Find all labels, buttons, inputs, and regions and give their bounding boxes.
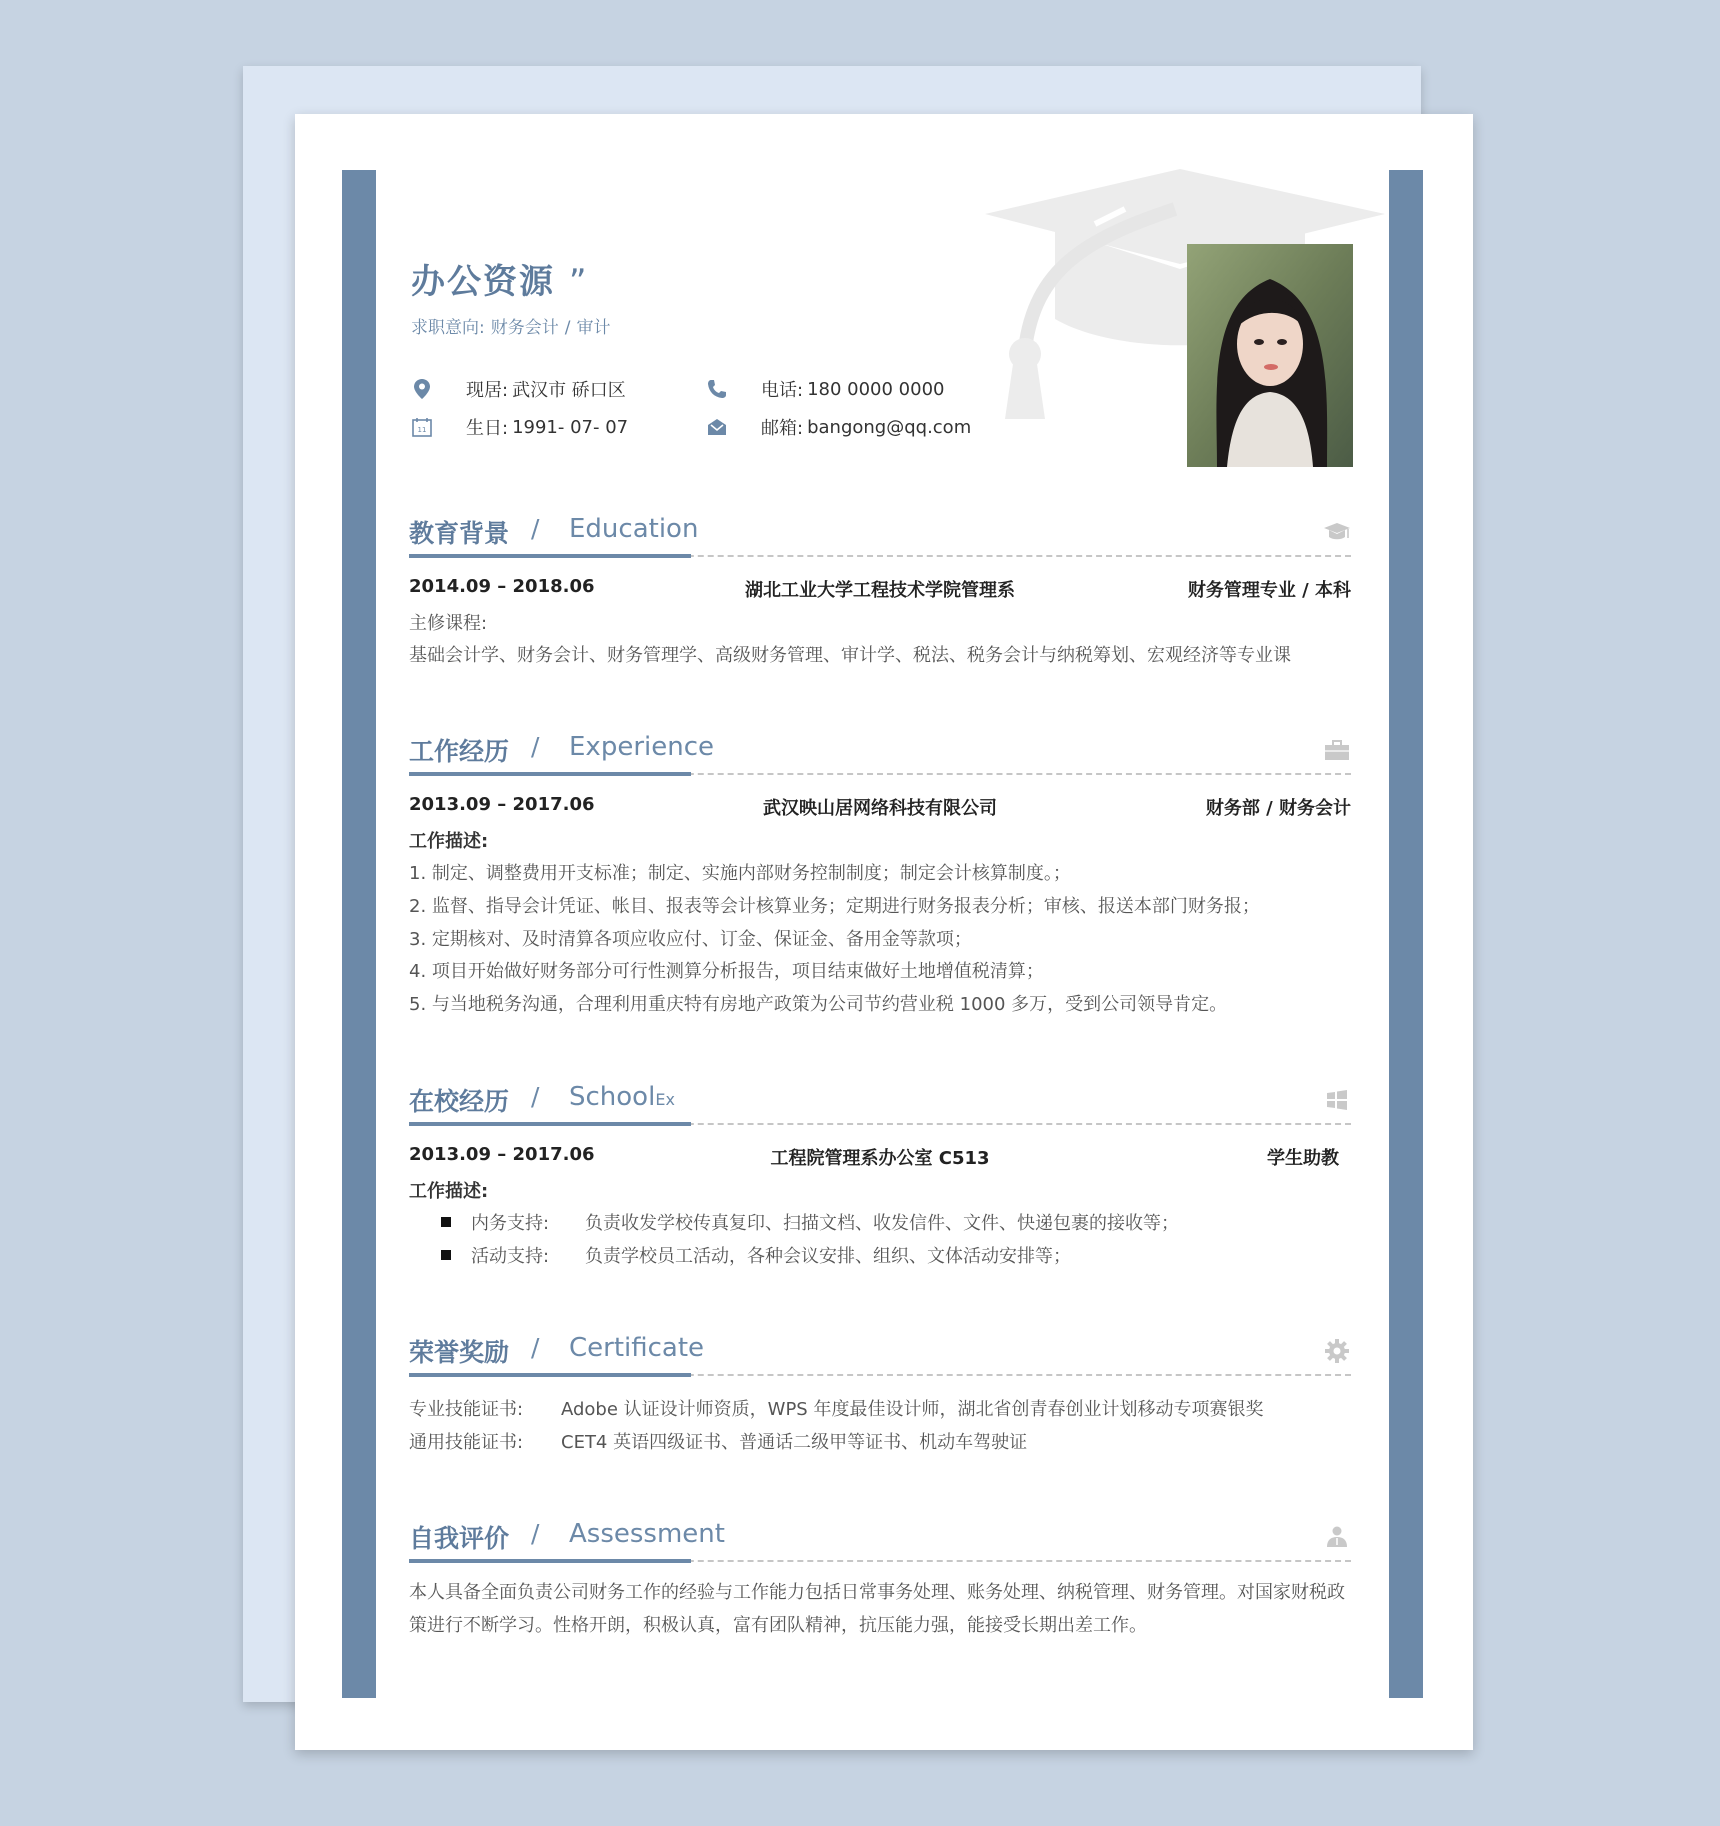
- gear-icon: [1323, 1339, 1351, 1363]
- phone-label: 电话:: [761, 380, 804, 401]
- candidate-name: [411, 254, 588, 303]
- birthday-label: 生日:: [466, 418, 509, 439]
- section-title-en: Experience: [569, 732, 714, 762]
- school-item-label: 内务支持:: [471, 1213, 550, 1234]
- section-education-header: [409, 514, 1351, 554]
- section-title-separator: /: [531, 514, 540, 543]
- school-item: [441, 1242, 1071, 1268]
- school-desc-label: 工作描述:: [409, 1181, 489, 1202]
- certificate-label: 专业技能证书:: [409, 1399, 524, 1420]
- school-item-text: 负责收发学校传真复印、扫描文档、收发信件、文件、快递包裹的接收等；: [585, 1213, 1179, 1234]
- certificate-label: 通用技能证书:: [409, 1432, 524, 1453]
- email-value: bangong@qq.com: [807, 416, 972, 438]
- intent-role-2: 审计: [576, 318, 611, 338]
- section-title-separator: /: [531, 1519, 540, 1548]
- section-title-cn: 自我评价: [409, 1524, 510, 1553]
- experience-company: 武汉映山居网络科技有限公司: [763, 798, 997, 819]
- residence-value: 武汉市 硚口区: [512, 380, 626, 401]
- certificate-text: CET4 英语四级证书、普通话二级甲等证书、机动车驾驶证: [561, 1432, 1028, 1453]
- section-title-en-suffix: Ex: [655, 1090, 675, 1109]
- experience-desc-label: 工作描述:: [409, 831, 489, 852]
- graduation-cap-icon: [1323, 520, 1351, 544]
- left-accent-bar: [342, 170, 376, 1698]
- calendar-icon: [412, 417, 432, 437]
- name-quote-mark: ”: [568, 262, 589, 302]
- section-title-en: Education: [569, 514, 699, 544]
- contact-email: [707, 414, 971, 440]
- section-underline: [409, 554, 691, 558]
- mail-icon: [707, 417, 727, 437]
- resume-page: [295, 114, 1473, 1750]
- section-underline: [409, 1122, 691, 1126]
- section-title-cn: 工作经历: [409, 737, 510, 766]
- section-underline: [409, 1373, 691, 1377]
- certificate-text: Adobe 认证设计师资质，WPS 年度最佳设计师，湖北省创青春创业计划移动专项赛银奖: [561, 1399, 1264, 1420]
- contact-phone: [707, 376, 945, 402]
- person-icon: [1323, 1525, 1351, 1549]
- section-title-en-main: School: [569, 1082, 656, 1112]
- briefcase-icon: [1323, 738, 1351, 762]
- section-title-cn: 荣誉奖励: [409, 1338, 510, 1367]
- section-experience-header: [409, 732, 1351, 772]
- email-label: 邮箱:: [761, 418, 804, 439]
- contact-birthday: [412, 414, 628, 440]
- intent-label: 求职意向:: [411, 318, 485, 338]
- experience-date: 2013.09 – 2017.06: [409, 794, 595, 815]
- certificate-item: [409, 1428, 1027, 1454]
- location-pin-icon: [412, 379, 432, 399]
- school-date: 2013.09 – 2017.06: [409, 1144, 595, 1165]
- experience-item: 4. 项目开始做好财务部分可行性测算分析报告，项目结束做好土地增值税清算；: [409, 961, 1044, 982]
- section-assessment-header: [409, 1519, 1351, 1559]
- bullet-square: [441, 1250, 451, 1260]
- section-underline: [409, 772, 691, 776]
- education-major: 财务管理专业 / 本科: [1187, 580, 1351, 601]
- windows-grid-icon: [1323, 1088, 1351, 1112]
- section-title-en: Certificate: [569, 1333, 705, 1363]
- section-school-header: [409, 1082, 1351, 1122]
- section-title-en: [569, 1082, 675, 1112]
- section-title-separator: /: [531, 1333, 540, 1362]
- svg-text:11: 11: [417, 426, 427, 434]
- profile-photo: [1187, 244, 1353, 467]
- section-certificate-header: [409, 1333, 1351, 1373]
- job-intent: [411, 313, 616, 338]
- school-item-text: 负责学校员工活动，各种会议安排、组织、文体活动安排等；: [585, 1246, 1071, 1267]
- school-item: [441, 1209, 1179, 1235]
- assessment-text: 本人具备全面负责公司财务工作的经验与工作能力包括日常事务处理、账务处理、纳税管理、财务管理。对国家财税政策进行不断学习。性格开朗，积极认真，富有团队精神，抗压能力强，能接受长期出差工作。: [409, 1582, 1345, 1636]
- phone-value: 180 0000 0000: [807, 378, 945, 400]
- experience-item: 5. 与当地税务沟通，合理利用重庆特有房地产政策为公司节约营业税 1000 多万，受到公司领导肯定。: [409, 994, 1228, 1015]
- contact-residence: [412, 376, 626, 402]
- section-title-cn: 教育背景: [409, 519, 510, 548]
- experience-item: 1. 制定、调整费用开支标准；制定、实施内部财务控制制度；制定会计核算制度。；: [409, 863, 1071, 884]
- phone-icon: [707, 379, 727, 399]
- name-text: 办公资源: [411, 262, 555, 302]
- school-place: 工程院管理系办公室 C513: [770, 1148, 990, 1169]
- school-item-label: 活动支持:: [471, 1246, 550, 1267]
- section-title-separator: /: [531, 1082, 540, 1111]
- bullet-square: [441, 1217, 451, 1227]
- section-title-cn: 在校经历: [409, 1087, 510, 1116]
- education-date: 2014.09 – 2018.06: [409, 576, 595, 597]
- courses-label: 主修课程:: [409, 613, 488, 634]
- experience-item: 2. 监督、指导会计凭证、帐目、报表等会计核算业务；定期进行财务报表分析；审核、报送本部门财务报；: [409, 896, 1260, 917]
- birthday-value: 1991- 07- 07: [512, 416, 629, 438]
- section-underline: [409, 1559, 691, 1563]
- section-title-en: Assessment: [569, 1519, 725, 1549]
- intent-role-1: 财务会计: [490, 318, 559, 338]
- residence-label: 现居:: [466, 380, 509, 401]
- experience-role: 财务部 / 财务会计: [1205, 798, 1351, 819]
- courses-list: 基础会计学、财务会计、财务管理学、高级财务管理、审计学、税法、税务会计与纳税筹划、宏观经济等专业课: [409, 645, 1291, 666]
- school-role: 学生助教: [1267, 1148, 1339, 1169]
- certificate-item: [409, 1395, 1263, 1421]
- intent-separator: /: [564, 318, 571, 338]
- education-school: 湖北工业大学工程技术学院管理系: [745, 580, 1015, 601]
- section-title-separator: /: [531, 732, 540, 761]
- experience-item: 3. 定期核对、及时清算各项应收应付、订金、保证金、备用金等款项；: [409, 929, 972, 950]
